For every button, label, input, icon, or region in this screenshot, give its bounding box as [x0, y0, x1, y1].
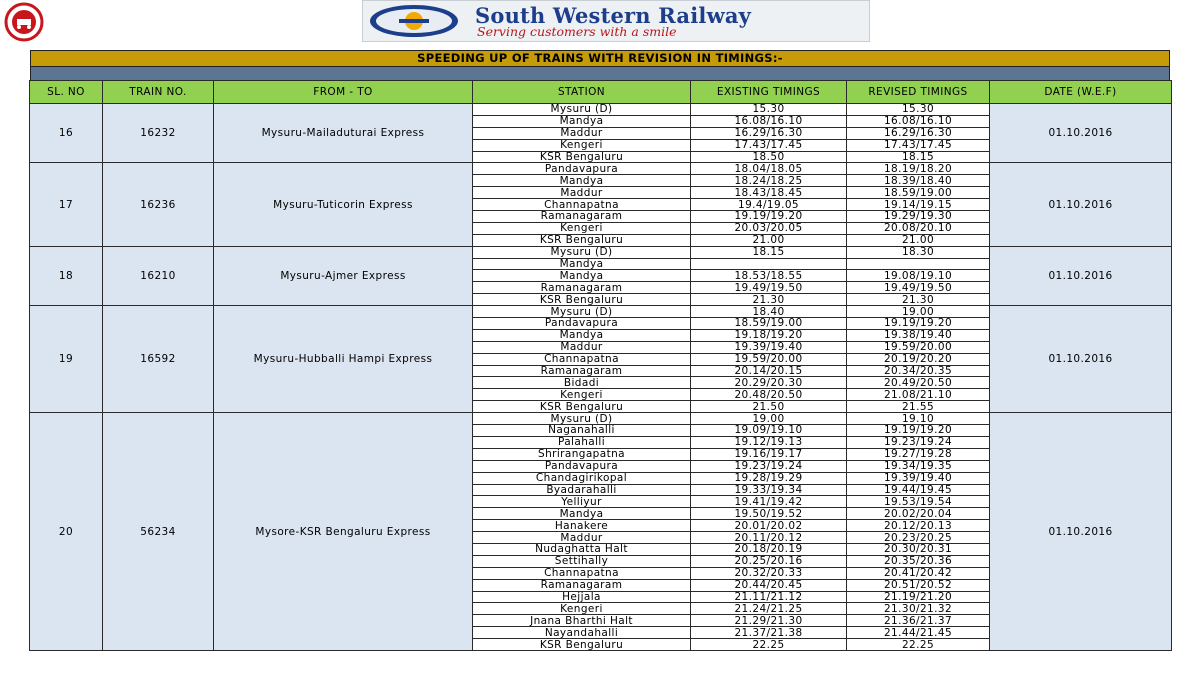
revised-timing-cell: 21.00 [847, 234, 990, 246]
train-number-cell: 16236 [103, 163, 214, 246]
station-cell: Mandya [473, 508, 691, 520]
station-cell: KSR Bengaluru [473, 151, 691, 163]
station-cell: Mandya [473, 329, 691, 341]
existing-timing-cell: 20.44/20.45 [691, 579, 847, 591]
brand-title: South Western Railway [475, 3, 752, 28]
existing-timing-cell: 18.40 [691, 306, 847, 318]
revised-timing-cell: 16.29/16.30 [847, 127, 990, 139]
revised-timing-cell: 20.35/20.36 [847, 555, 990, 567]
revised-timing-cell: 19.59/20.00 [847, 341, 990, 353]
sl-cell: 16 [30, 104, 103, 163]
column-header: DATE (W.E.F) [990, 81, 1172, 104]
column-header: EXISTING TIMINGS [691, 81, 847, 104]
revised-timing-cell: 20.19/20.20 [847, 353, 990, 365]
station-cell: Channapatna [473, 199, 691, 211]
station-cell: Kengeri [473, 389, 691, 401]
station-cell: Mysuru (D) [473, 306, 691, 318]
station-cell: Nayandahalli [473, 627, 691, 639]
sl-cell: 19 [30, 306, 103, 413]
existing-timing-cell: 20.01/20.02 [691, 520, 847, 532]
table-row [30, 163, 1172, 175]
station-cell: Mysuru (D) [473, 413, 691, 425]
brand-tagline: Serving customers with a smile [477, 24, 677, 39]
effective-date-cell: 01.10.2016 [990, 413, 1172, 651]
existing-timing-cell: 19.23/19.24 [691, 460, 847, 472]
train-name-cell: Mysuru-Ajmer Express [214, 246, 473, 305]
existing-timing-cell: 18.59/19.00 [691, 318, 847, 330]
existing-timing-cell: 20.14/20.15 [691, 365, 847, 377]
revised-timing-cell: 18.19/18.20 [847, 163, 990, 175]
revised-timing-cell: 20.49/20.50 [847, 377, 990, 389]
existing-timing-cell: 19.28/19.29 [691, 472, 847, 484]
station-cell: Yelliyur [473, 496, 691, 508]
revised-timing-cell [847, 258, 990, 270]
existing-timing-cell: 19.18/19.20 [691, 329, 847, 341]
revised-timing-cell: 21.19/21.20 [847, 591, 990, 603]
station-cell: Hanakere [473, 520, 691, 532]
sl-cell: 17 [30, 163, 103, 246]
train-name-cell: Mysuru-Hubballi Hampi Express [214, 306, 473, 413]
existing-timing-cell: 18.24/18.25 [691, 175, 847, 187]
station-cell: Maddur [473, 187, 691, 199]
station-cell: Palahalli [473, 436, 691, 448]
effective-date-cell: 01.10.2016 [990, 104, 1172, 163]
revised-timing-cell: 20.12/20.13 [847, 520, 990, 532]
revised-timing-cell: 20.23/20.25 [847, 532, 990, 544]
effective-date-cell: 01.10.2016 [990, 163, 1172, 246]
revised-timing-cell: 20.51/20.52 [847, 579, 990, 591]
station-cell: Nudaghatta Halt [473, 543, 691, 555]
station-cell: Mandya [473, 175, 691, 187]
revised-timing-cell: 21.30 [847, 294, 990, 306]
revised-timing-cell: 20.02/20.04 [847, 508, 990, 520]
column-header: TRAIN NO. [103, 81, 214, 104]
existing-timing-cell: 20.29/20.30 [691, 377, 847, 389]
revised-timing-cell: 19.00 [847, 306, 990, 318]
existing-timing-cell: 21.00 [691, 234, 847, 246]
revised-timing-cell: 19.19/19.20 [847, 318, 990, 330]
station-cell: KSR Bengaluru [473, 294, 691, 306]
station-cell: Settihally [473, 555, 691, 567]
station-cell: Mandya [473, 270, 691, 282]
station-cell: Maddur [473, 341, 691, 353]
existing-timing-cell: 21.30 [691, 294, 847, 306]
existing-timing-cell: 19.12/19.13 [691, 436, 847, 448]
existing-timing-cell: 18.43/18.45 [691, 187, 847, 199]
existing-timing-cell: 20.11/20.12 [691, 532, 847, 544]
train-number-cell: 56234 [103, 413, 214, 651]
station-cell: Maddur [473, 532, 691, 544]
table-header-row [30, 81, 1172, 104]
revised-timing-cell: 19.19/19.20 [847, 425, 990, 437]
existing-timing-cell: 21.29/21.30 [691, 615, 847, 627]
station-cell: Mysuru (D) [473, 246, 691, 258]
revised-timing-cell: 19.10 [847, 413, 990, 425]
station-cell: Channapatna [473, 567, 691, 579]
existing-timing-cell: 16.08/16.10 [691, 115, 847, 127]
column-header: FROM - TO [214, 81, 473, 104]
revised-timing-cell: 17.43/17.45 [847, 139, 990, 151]
existing-timing-cell: 20.03/20.05 [691, 222, 847, 234]
revised-timing-cell: 20.34/20.35 [847, 365, 990, 377]
revised-timing-cell: 20.41/20.42 [847, 567, 990, 579]
station-cell: Pandavapura [473, 460, 691, 472]
station-cell: Naganahalli [473, 425, 691, 437]
existing-timing-cell: 19.39/19.40 [691, 341, 847, 353]
station-cell: Ramanagaram [473, 282, 691, 294]
column-header: STATION [473, 81, 691, 104]
revised-timing-cell: 19.53/19.54 [847, 496, 990, 508]
station-cell: Hejjala [473, 591, 691, 603]
existing-timing-cell [691, 258, 847, 270]
station-cell: Kengeri [473, 139, 691, 151]
existing-timing-cell: 19.41/19.42 [691, 496, 847, 508]
station-cell: Mandya [473, 258, 691, 270]
station-cell: Bidadi [473, 377, 691, 389]
railway-emblem-icon [367, 3, 461, 39]
revised-timing-cell: 21.44/21.45 [847, 627, 990, 639]
revised-timing-cell: 19.08/19.10 [847, 270, 990, 282]
existing-timing-cell: 19.09/19.10 [691, 425, 847, 437]
existing-timing-cell: 21.37/21.38 [691, 627, 847, 639]
existing-timing-cell: 18.53/18.55 [691, 270, 847, 282]
revised-timing-cell: 18.15 [847, 151, 990, 163]
station-cell: Kengeri [473, 603, 691, 615]
existing-timing-cell: 19.16/19.17 [691, 448, 847, 460]
existing-timing-cell: 20.18/20.19 [691, 543, 847, 555]
existing-timing-cell: 18.15 [691, 246, 847, 258]
station-cell: Shrirangapatna [473, 448, 691, 460]
existing-timing-cell: 15.30 [691, 104, 847, 116]
revised-timing-cell: 18.39/18.40 [847, 175, 990, 187]
existing-timing-cell: 19.49/19.50 [691, 282, 847, 294]
revised-timing-cell: 19.14/19.15 [847, 199, 990, 211]
existing-timing-cell: 21.24/21.25 [691, 603, 847, 615]
existing-timing-cell: 18.04/18.05 [691, 163, 847, 175]
station-cell: Ramanagaram [473, 579, 691, 591]
revised-timing-cell: 20.30/20.31 [847, 543, 990, 555]
table-body [30, 104, 1172, 651]
table-row [30, 413, 1172, 425]
station-cell: Mysuru (D) [473, 104, 691, 116]
brand-banner [362, 0, 870, 42]
existing-timing-cell: 21.11/21.12 [691, 591, 847, 603]
existing-timing-cell: 18.50 [691, 151, 847, 163]
station-cell: Channapatna [473, 353, 691, 365]
revised-timing-cell: 19.39/19.40 [847, 472, 990, 484]
existing-timing-cell: 19.19/19.20 [691, 211, 847, 223]
station-cell: KSR Bengaluru [473, 401, 691, 413]
station-cell: KSR Bengaluru [473, 639, 691, 651]
existing-timing-cell: 19.50/19.52 [691, 508, 847, 520]
revised-timing-cell: 16.08/16.10 [847, 115, 990, 127]
existing-timing-cell: 19.59/20.00 [691, 353, 847, 365]
revised-timing-cell: 15.30 [847, 104, 990, 116]
station-cell: Ramanagaram [473, 211, 691, 223]
station-cell: KSR Bengaluru [473, 234, 691, 246]
existing-timing-cell: 19.33/19.34 [691, 484, 847, 496]
existing-timing-cell: 17.43/17.45 [691, 139, 847, 151]
station-cell: Byadarahalli [473, 484, 691, 496]
station-cell: Jnana Bharthi Halt [473, 615, 691, 627]
existing-timing-cell: 16.29/16.30 [691, 127, 847, 139]
effective-date-cell: 01.10.2016 [990, 306, 1172, 413]
revised-timing-cell: 21.36/21.37 [847, 615, 990, 627]
station-cell: Pandavapura [473, 163, 691, 175]
station-cell: Maddur [473, 127, 691, 139]
existing-timing-cell: 20.32/20.33 [691, 567, 847, 579]
revised-timing-cell: 21.08/21.10 [847, 389, 990, 401]
column-header: SL. NO [30, 81, 103, 104]
column-header: REVISED TIMINGS [847, 81, 990, 104]
revised-timing-cell: 19.29/19.30 [847, 211, 990, 223]
revised-timing-cell: 19.23/19.24 [847, 436, 990, 448]
existing-timing-cell: 20.48/20.50 [691, 389, 847, 401]
train-number-cell: 16592 [103, 306, 214, 413]
station-cell: Mandya [473, 115, 691, 127]
revised-timing-cell: 19.38/19.40 [847, 329, 990, 341]
train-name-cell: Mysuru-Mailaduturai Express [214, 104, 473, 163]
station-cell: Chandagirikopal [473, 472, 691, 484]
station-cell: Ramanagaram [473, 365, 691, 377]
train-number-cell: 16210 [103, 246, 214, 305]
timings-table [29, 80, 1172, 651]
train-name-cell: Mysuru-Tuticorin Express [214, 163, 473, 246]
table-row [30, 246, 1172, 258]
train-name-cell: Mysore-KSR Bengaluru Express [214, 413, 473, 651]
station-cell: Kengeri [473, 222, 691, 234]
revised-timing-cell: 18.59/19.00 [847, 187, 990, 199]
page-title: SPEEDING UP OF TRAINS WITH REVISION IN TIMINGS:- [30, 50, 1170, 67]
effective-date-cell: 01.10.2016 [990, 246, 1172, 305]
sl-cell: 20 [30, 413, 103, 651]
revised-timing-cell: 19.27/19.28 [847, 448, 990, 460]
sl-cell: 18 [30, 246, 103, 305]
existing-timing-cell: 22.25 [691, 639, 847, 651]
revised-timing-cell: 19.49/19.50 [847, 282, 990, 294]
existing-timing-cell: 21.50 [691, 401, 847, 413]
table-row [30, 104, 1172, 116]
station-cell: Pandavapura [473, 318, 691, 330]
revised-timing-cell: 21.55 [847, 401, 990, 413]
existing-timing-cell: 19.4/19.05 [691, 199, 847, 211]
revised-timing-cell: 19.44/19.45 [847, 484, 990, 496]
train-number-cell: 16232 [103, 104, 214, 163]
existing-timing-cell: 19.00 [691, 413, 847, 425]
revised-timing-cell: 18.30 [847, 246, 990, 258]
revised-timing-cell: 19.34/19.35 [847, 460, 990, 472]
indian-railways-logo [2, 2, 46, 42]
revised-timing-cell: 22.25 [847, 639, 990, 651]
existing-timing-cell: 20.25/20.16 [691, 555, 847, 567]
revised-timing-cell: 21.30/21.32 [847, 603, 990, 615]
revised-timing-cell: 20.08/20.10 [847, 222, 990, 234]
divider-strip [30, 67, 1170, 80]
table-row [30, 306, 1172, 318]
